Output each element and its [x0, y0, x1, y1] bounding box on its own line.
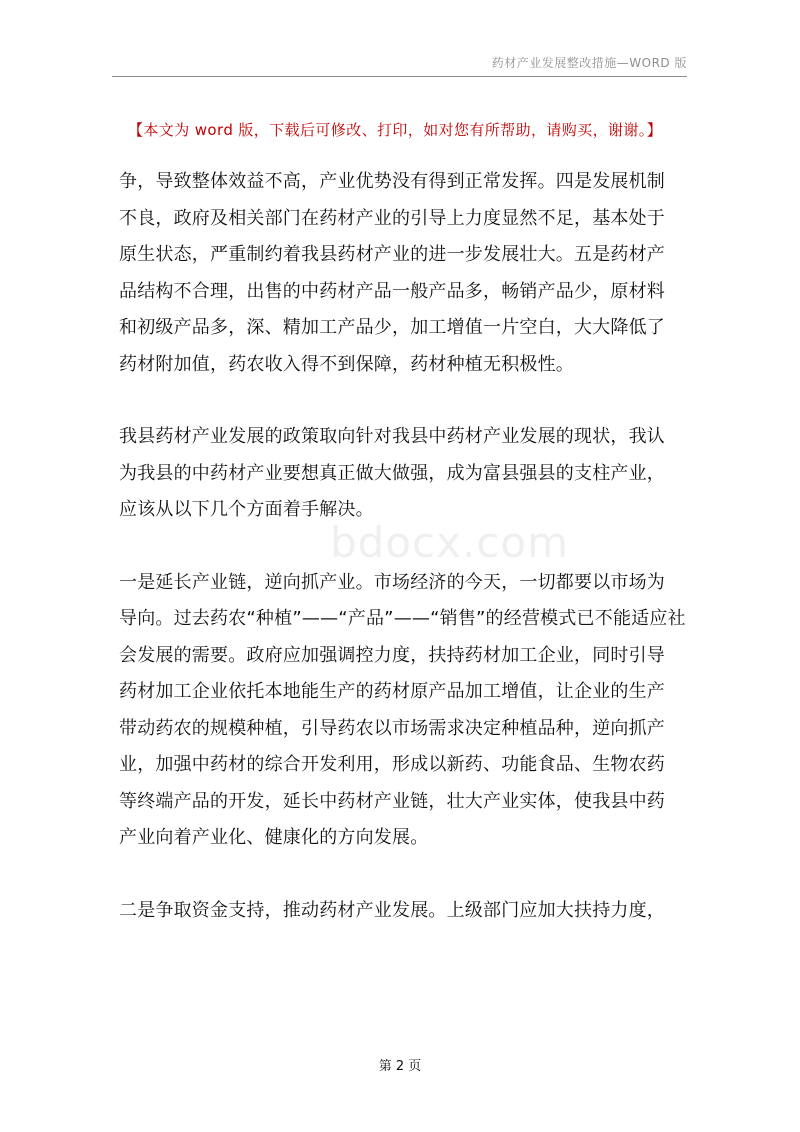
- document-body: [119, 164, 694, 929]
- body-paragraph-3: 一是延长产业链，逆向抓产业。市场经济的今天，一切都要以市场为 导向。过去药农“种植”——“产品”——“销售”的经营模式已不能适应社 会发展的需要。政府应加强调控力度，扶持药材加工企业，同时引导 药材加工企业依托本地能生产的药材原产品加工增值，让企业的生产 带动药农的规模种植，引导药农以市场需求决定种植品种，逆向抓产 业，加强中药材的综合开发利用，形成以新药、功能食品、生物农药 等终端产品的开发，延长中药材产业链，壮大产业实体，使我县中药 产业向着产业化、健康化的方向发展。: [119, 571, 686, 848]
- body-paragraph-1: 争，导致整体效益不高，产业优势没有得到正常发挥。四是发展机制 不良，政府及相关部门在药材产业的引导上力度显然不足，基本处于 原生状态，严重制约着我县药材产业的进一步发展壮大。五是药材产 品结构不合理，出售的中药材产品一般产品多，畅销产品少，原材料 和初级产品多，深、精加工产品少，加工增值一片空白，大大降低了 药材附加值，药农收入得不到保障，药材种植无积极性。: [119, 171, 665, 375]
- watermark-text: bdocx.com: [330, 518, 570, 567]
- page-number: 第 2 页: [378, 1059, 422, 1074]
- download-notice: 【本文为 word 版，下载后可修改、打印，如对您有所帮助，请购买，谢谢。】: [128, 121, 663, 139]
- body-paragraph-2: 我县药材产业发展的政策取向针对我县中药材产业发展的现状，我认 为我县的中药材产业要想真正做大做强，成为富县强县的支柱产业， 应该从以下几个方面着手解决。: [119, 426, 665, 520]
- running-header: 药材产业发展整改措施—WORD 版: [491, 56, 687, 70]
- body-paragraph-4: 二是争取资金支持，推动药材产业发展。上级部门应加大扶持力度，: [119, 899, 665, 921]
- header-divider: [112, 76, 687, 77]
